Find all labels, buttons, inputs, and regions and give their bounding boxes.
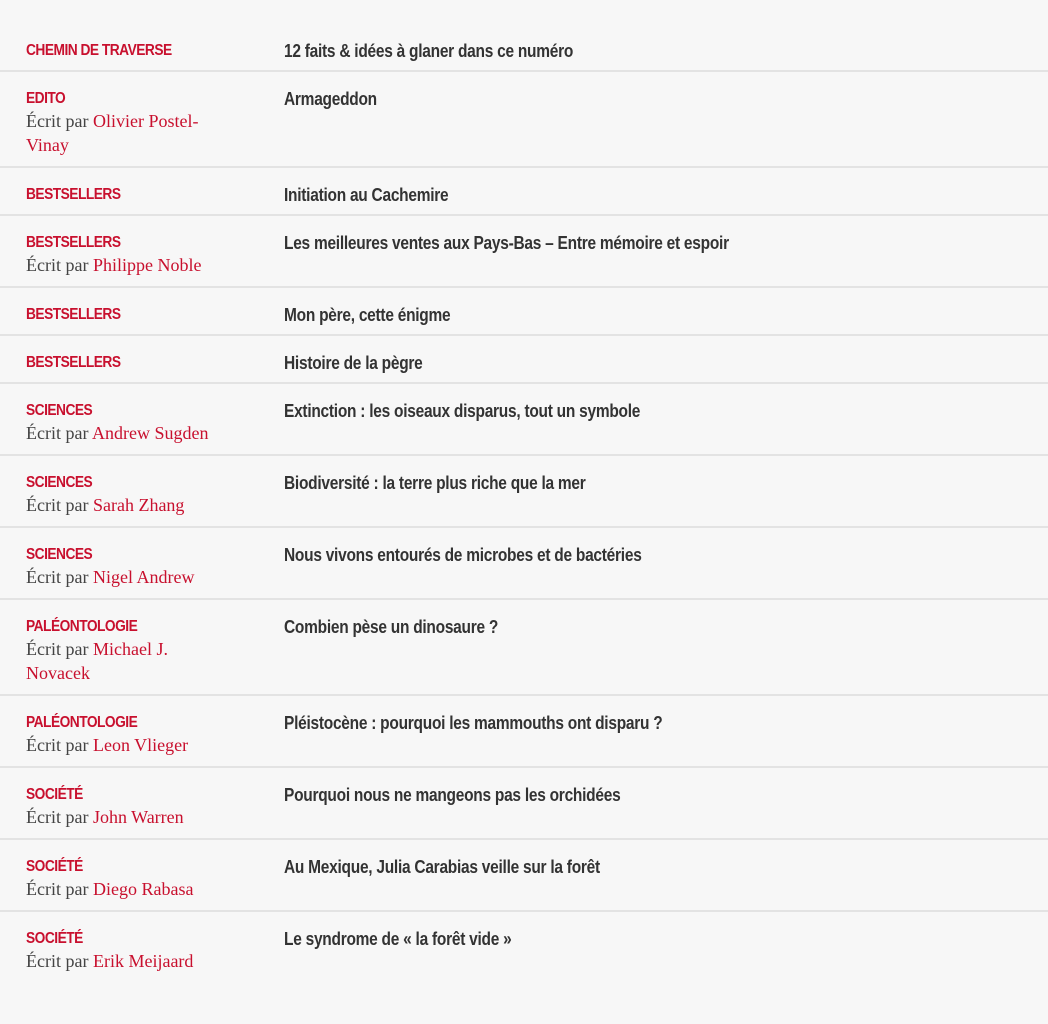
article-title-link[interactable]: Pléistocène : pourquoi les mammouths ont disparu ?: [284, 713, 663, 733]
rubric-link[interactable]: PALÉONTOLOGIE: [26, 618, 138, 635]
article-row: [0, 840, 1048, 912]
article-meta: [26, 617, 284, 685]
article-row: [0, 384, 1048, 456]
rubric-link[interactable]: BESTSELLERS: [26, 306, 121, 323]
byline: [26, 109, 226, 157]
article-title-link[interactable]: Biodiversité : la terre plus riche que la mer: [284, 473, 586, 493]
byline: [26, 253, 226, 277]
article-meta: [26, 857, 284, 901]
rubric-link[interactable]: SOCIÉTÉ: [26, 786, 83, 803]
article-title-link[interactable]: Mon père, cette énigme: [284, 305, 451, 325]
byline-prefix: Écrit par: [26, 567, 89, 587]
article-title-link[interactable]: Combien pèse un dinosaure ?: [284, 617, 499, 637]
article-title-link[interactable]: Le syndrome de « la forêt vide »: [284, 929, 512, 949]
byline-prefix: Écrit par: [26, 423, 89, 443]
article-meta: [26, 929, 284, 973]
article-title-link[interactable]: Pourquoi nous ne mangeons pas les orchidées: [284, 785, 621, 805]
author-link[interactable]: Leon Vlieger: [92, 735, 189, 755]
rubric-link[interactable]: SOCIÉTÉ: [26, 930, 83, 947]
byline: [26, 421, 226, 445]
article-meta: [26, 233, 284, 277]
article-title-link[interactable]: Histoire de la pègre: [284, 353, 423, 373]
article-title-link[interactable]: Nous vivons entourés de microbes et de bactéries: [284, 545, 642, 565]
rubric-link[interactable]: PALÉONTOLOGIE: [26, 714, 138, 731]
rubric-link[interactable]: EDITO: [26, 90, 66, 107]
table-of-contents: [0, 24, 1048, 982]
byline-prefix: Écrit par: [26, 639, 89, 659]
rubric-link[interactable]: SCIENCES: [26, 402, 93, 419]
article-row: [0, 912, 1048, 982]
author-link[interactable]: John Warren: [92, 807, 184, 827]
article-row: [0, 24, 1048, 72]
article-row: [0, 456, 1048, 528]
byline: [26, 877, 226, 901]
article-meta: [26, 785, 284, 829]
article-title-link[interactable]: 12 faits & idées à glaner dans ce numéro: [284, 41, 574, 61]
byline-prefix: Écrit par: [26, 255, 89, 275]
article-row: [0, 168, 1048, 216]
article-meta: [26, 185, 284, 205]
article-row: [0, 288, 1048, 336]
byline-prefix: Écrit par: [26, 735, 89, 755]
rubric-link[interactable]: BESTSELLERS: [26, 234, 121, 251]
rubric-link[interactable]: CHEMIN DE TRAVERSE: [26, 42, 172, 59]
byline-prefix: Écrit par: [26, 495, 89, 515]
byline-prefix: Écrit par: [26, 879, 89, 899]
rubric-link[interactable]: BESTSELLERS: [26, 186, 121, 203]
author-link[interactable]: Erik Meijaard: [92, 951, 194, 971]
author-link[interactable]: Olivier Postel-Vinay: [26, 111, 199, 155]
byline: [26, 565, 226, 589]
article-title-link[interactable]: Initiation au Cachemire: [284, 185, 449, 205]
article-title-link[interactable]: Les meilleures ventes aux Pays-Bas – Entre mémoire et espoir: [284, 233, 729, 253]
byline: [26, 949, 226, 973]
article-meta: [26, 545, 284, 589]
article-row: [0, 336, 1048, 384]
byline: [26, 733, 226, 757]
article-title-link[interactable]: Armageddon: [284, 89, 377, 109]
article-meta: [26, 473, 284, 517]
article-meta: [26, 401, 284, 445]
byline: [26, 805, 226, 829]
byline: [26, 493, 226, 517]
byline-prefix: Écrit par: [26, 111, 89, 131]
author-link[interactable]: Philippe Noble: [92, 255, 202, 275]
article-title-link[interactable]: Extinction : les oiseaux disparus, tout un symbole: [284, 401, 641, 421]
author-link[interactable]: Diego Rabasa: [92, 879, 194, 899]
rubric-link[interactable]: SOCIÉTÉ: [26, 858, 83, 875]
byline-prefix: Écrit par: [26, 807, 89, 827]
article-row: [0, 72, 1048, 168]
article-row: [0, 216, 1048, 288]
article-meta: [26, 353, 284, 373]
byline-prefix: Écrit par: [26, 951, 89, 971]
article-meta: [26, 41, 284, 61]
author-link[interactable]: Andrew Sugden: [91, 423, 209, 443]
article-row: [0, 528, 1048, 600]
article-meta: [26, 713, 284, 757]
article-row: [0, 768, 1048, 840]
article-meta: [26, 305, 284, 325]
author-link[interactable]: Sarah Zhang: [92, 495, 185, 515]
byline: [26, 637, 226, 685]
rubric-link[interactable]: BESTSELLERS: [26, 354, 121, 371]
article-meta: [26, 89, 284, 157]
article-row: [0, 600, 1048, 696]
article-row: [0, 696, 1048, 768]
article-title-link[interactable]: Au Mexique, Julia Carabias veille sur la forêt: [284, 857, 600, 877]
rubric-link[interactable]: SCIENCES: [26, 546, 93, 563]
author-link[interactable]: Nigel Andrew: [92, 567, 195, 587]
rubric-link[interactable]: SCIENCES: [26, 474, 93, 491]
author-link[interactable]: Michael J. Novacek: [26, 639, 168, 683]
